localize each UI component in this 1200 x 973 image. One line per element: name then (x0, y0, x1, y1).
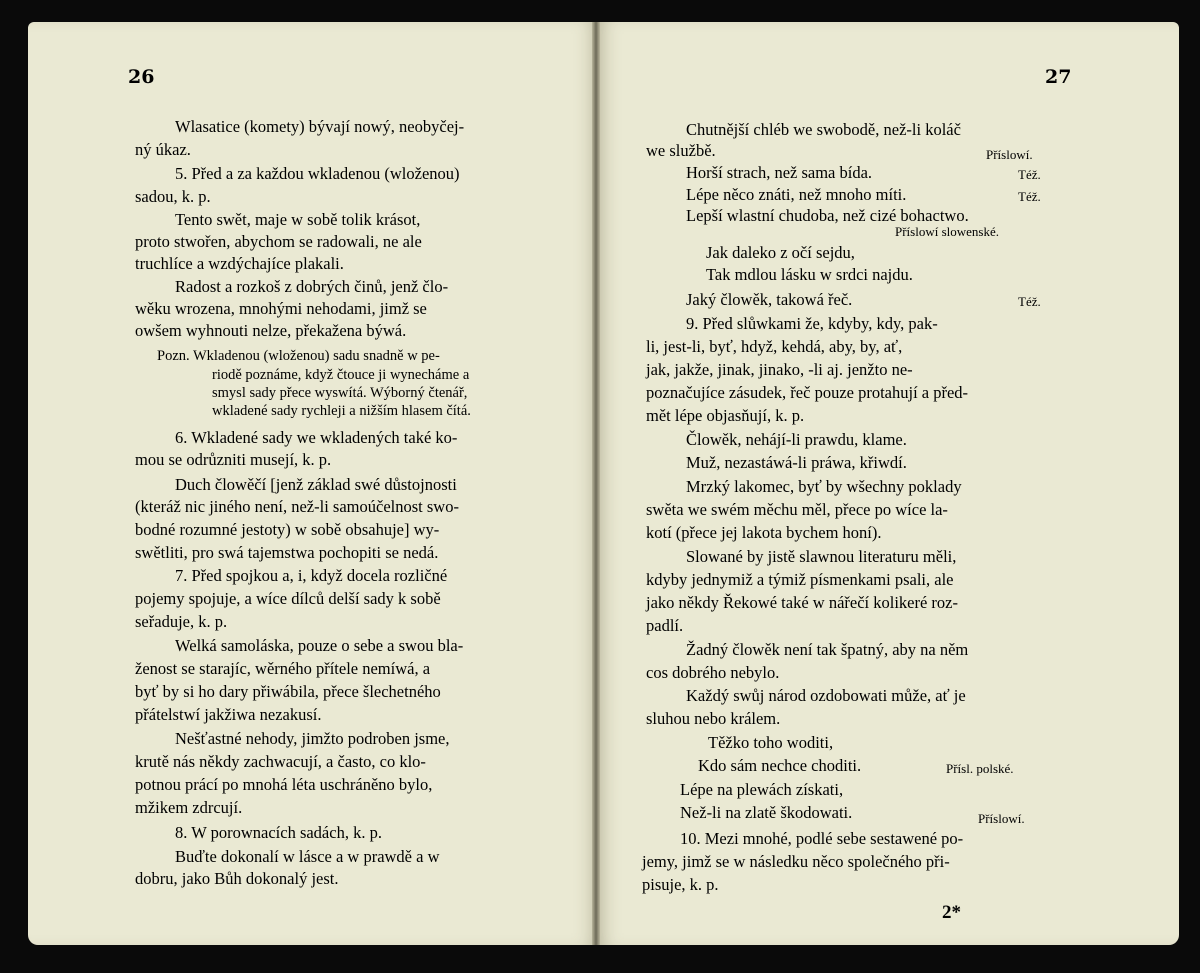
text-line: 6. Wkladené sady we wkladených také ko- (175, 428, 458, 447)
text-line: poznačujíce zásudek, řeč pouze protahují a před- (646, 383, 969, 402)
text-line: pisuje, k. p. (642, 875, 719, 894)
text-line: proto stwořen, abychom se radowali, ne ale (135, 232, 422, 251)
text-line: swěta we swém měchu měl, přece po wíce la- (646, 500, 948, 519)
text-line: Welká samoláska, pouze o sebe a swou bla- (175, 636, 464, 655)
text-line: truchlíce a wzdýchajíce plakali. (135, 254, 344, 273)
text-line: 8. W porownacích sadách, k. p. (175, 823, 382, 842)
text-line: mou se odrůzniti musejí, k. p. (135, 450, 332, 469)
text-line: mžikem zdrcují. (135, 798, 243, 817)
text-line: Mrzký lakomec, byť by wšechny poklady (686, 477, 962, 496)
text-line: jak, jakže, jinak, jinako, -li aj. jenžto ne- (646, 360, 913, 379)
text-line: Buďte dokonalí w lásce a w prawdě a w (175, 847, 440, 866)
proverb-tag: Příslowí slowenské. (895, 224, 999, 239)
text-line: wěku wrozena, mnohými nehodami, jimž se (135, 299, 427, 318)
text-line: 9. Před slůwkami že, kdyby, kdy, pak- (686, 314, 938, 333)
signature-mark: 2* (942, 902, 961, 923)
verse-line: Lépe na plewách získati, (680, 780, 844, 799)
text-line: sluhou nebo králem. (646, 709, 781, 728)
proverb-tag: Příslowí. (978, 811, 1025, 826)
verse-line: Těžko toho woditi, (708, 733, 834, 752)
text-line: kdyby jednymiž a týmiž písmenkami psali, ale (646, 570, 954, 589)
text-line: owšem wyhnouti nelze, překažena býwá. (135, 321, 407, 340)
text-line: Slowané by jistě slawnou literaturu měli, (686, 547, 957, 566)
page-number-left: 26 (128, 66, 155, 88)
text-line: ný úkaz. (135, 140, 191, 159)
text-line: Člowěk, nehájí-li prawdu, klame. (686, 430, 907, 449)
text-line: sadou, k. p. (135, 187, 211, 206)
proverb-tag: Přísl. polské. (946, 761, 1014, 776)
text-line: Jaký člowěk, takowá řeč. (686, 290, 853, 309)
note-line: smysl sady přece wyswítá. Wýborný čtenář, (212, 385, 468, 401)
text-line: Duch člowěčí [jenž základ swé důstojnosti (175, 475, 457, 494)
text-line: li, jest-li, byť, hdyž, kehdá, aby, by, ať, (646, 337, 903, 356)
text-line: krutě nás někdy zachwacují, a často, co klo- (135, 752, 426, 771)
text-line: přátelstwí jakžiwa nezakusí. (135, 705, 322, 724)
text-line: mět lépe objasňují, k. p. (646, 406, 805, 425)
text-line: Tento swět, maje w sobě tolik krásot, (175, 210, 421, 229)
text-line: 5. Před a za každou wkladenou (wloženou) (175, 164, 460, 183)
text-line: jako někdy Řekowé také w nářečí kolikeré roz- (646, 593, 958, 612)
text-line: Žadný člowěk není tak špatný, aby na něm (686, 640, 969, 659)
text-line: we službě. (646, 141, 716, 160)
text-line: swětliti, pro swá tajemstwa pochopiti se nedá. (135, 543, 439, 562)
text-line: Každý swůj národ ozdobowati může, ať je (686, 686, 966, 705)
proverb-tag: Též. (1018, 167, 1041, 182)
book-gutter (592, 22, 600, 945)
text-line: (kteráž nic jiného není, než-li samoúčelnost swo- (135, 497, 459, 516)
text-line: Lepší wlastní chudoba, než cizé bohactwo. (686, 206, 969, 225)
verse-line: Tak mdlou lásku w srdci najdu. (706, 265, 913, 284)
text-line: pojemy spojuje, a wíce dílců delší sady k sobě (135, 589, 441, 608)
text-line: Nešťastné nehody, jimžto podroben jsme, (175, 729, 450, 748)
text-line: Muž, nezastáwá-li práwa, křiwdí. (686, 453, 907, 472)
note-line: riodě poznáme, když čtouce ji wynecháme a (212, 367, 470, 383)
text-line: cos dobrého nebylo. (646, 663, 780, 682)
text-line: 7. Před spojkou a, i, když docela rozličné (175, 566, 448, 585)
note-line: wkladené sady rychleji a nižším hlasem čítá. (212, 403, 471, 419)
text-line: dobru, jako Bůh dokonalý jest. (135, 869, 339, 888)
text-line: Chutnější chléb we swobodě, než-li koláč (686, 120, 961, 139)
verse-line: Jak daleko z očí sejdu, (706, 243, 855, 262)
text-line: jemy, jimž se w následku něco společného při- (642, 852, 950, 871)
text-line: Wlasatice (komety) bývají nowý, neobyčej- (175, 117, 465, 136)
text-line: potnou prácí po mnohá léta uschráněno bylo, (135, 775, 433, 794)
text-line: Radost a rozkoš z dobrých činů, jenž člo- (175, 277, 449, 296)
text-line: padlí. (646, 616, 684, 635)
text-line: seřaduje, k. p. (135, 612, 228, 631)
proverb-tag: Též. (1018, 294, 1041, 309)
note-line: Pozn. Wkladenou (wloženou) sadu snadně w pe- (157, 348, 440, 364)
proverb-tag: Příslowí. (986, 147, 1033, 162)
text-line: Horší strach, než sama bída. (686, 163, 873, 182)
verse-line: Než-li na zlatě škodowati. (680, 803, 853, 822)
text-line: kotí (přece jej lakota bychem honí). (646, 523, 882, 542)
verse-line: Kdo sám nechce choditi. (698, 756, 862, 775)
text-line: ženost se starajíc, wěrného přítele nemíwá, a (135, 659, 431, 678)
text-line: byť by si ho dary přiwábila, přece šlechetného (135, 682, 441, 701)
page-number-right: 27 (1045, 66, 1072, 88)
text-line: bodné rozumné jestoty) w sobě obsahuje] wy- (135, 520, 440, 539)
text-line: 10. Mezi mnohé, podlé sebe sestawené po- (680, 829, 964, 848)
text-line: Lépe něco znáti, než mnoho míti. (686, 185, 907, 204)
proverb-tag: Též. (1018, 189, 1041, 204)
